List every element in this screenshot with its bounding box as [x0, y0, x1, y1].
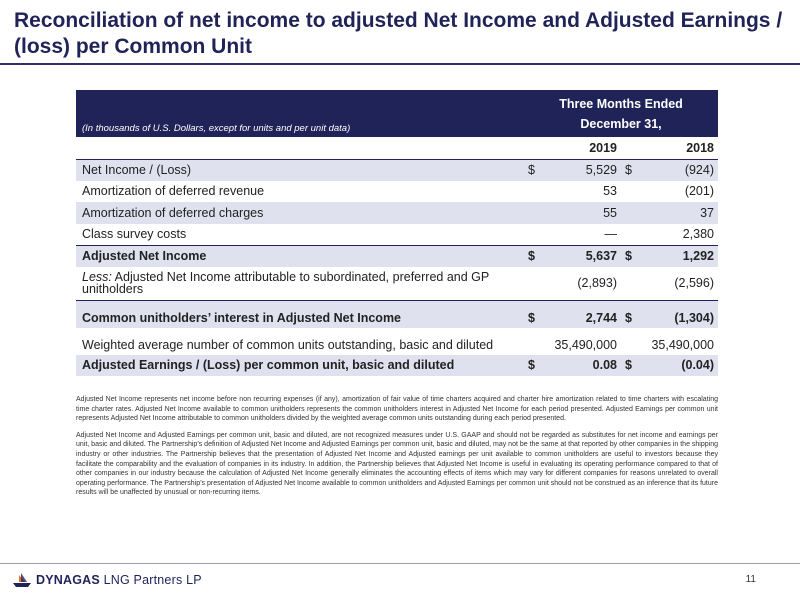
year-2018-header: 2018 [621, 137, 718, 159]
currency-symbol [621, 267, 641, 301]
company-logo [10, 571, 202, 589]
value-2018: (201) [684, 184, 714, 199]
table-row [76, 224, 718, 246]
period-line-2: December 31, [580, 117, 662, 131]
page-title: Reconciliation of net income to adjusted Net Income and Adjusted Earnings / (loss) per Common Unit [14, 9, 783, 58]
title-divider [0, 63, 800, 65]
row-label [76, 267, 524, 301]
currency-symbol: $ [621, 301, 641, 328]
row-label: Adjusted Net Income [76, 245, 524, 267]
logo-text-rest: LNG Partners LP [99, 573, 202, 587]
currency-symbol: $ [621, 159, 641, 181]
currency-symbol: $ [621, 355, 641, 377]
value-2019: 55 [544, 202, 621, 224]
row-label: Amortization of deferred revenue [82, 184, 265, 199]
value-2019: — [604, 227, 617, 241]
currency-symbol [524, 267, 544, 301]
currency-symbol: $ [524, 245, 544, 267]
currency-symbol: $ [524, 301, 544, 328]
currency-symbol [621, 202, 641, 224]
row-label: Common unitholders’ interest in Adjusted Net Income [76, 301, 524, 328]
currency-symbol: $ [621, 245, 641, 267]
table-row-total [76, 355, 718, 377]
logo-text-bold: DYNAGAS [36, 573, 100, 587]
value-2018: 1,292 [641, 245, 718, 267]
currency-symbol [524, 224, 544, 246]
currency-symbol [621, 224, 641, 246]
period-header [524, 90, 718, 137]
footnote-paragraph: Adjusted Net Income and Adjusted Earnings per common unit, basic and diluted, are not recognized measures under U.S. GAAP and should not be regarded as substitutes for net income and earnings per unit, basic and diluted. The Partnership’s definition of Adjusted Net Income and Adjusted Earnings per common unit, basic and diluted, may not be the same at that reported by other companies in the shipping industry or other industries. The Partnership believes that the presentation of Adjusted Net Income and Adjusted earnings per unit available to common unitholders are useful to investors because they facilitate the comparability and the evaluation of companies in its industry. In addition, the Partnership believes that Adjusted Net Income is useful in evaluating its operating performance compared to that of other companies in our industry because the calculation of Adjusted Net Income generally eliminates the accounting effects of items which may vary for different companies for reasons unrelated to overall operating performance. The Partnership’s presentation of Adjusted Net Income available to common unitholders and Adjusted Earnings per common unit should not be construed as an inference that its future results will be unaffected by unusual or non-recurring items. [76, 431, 718, 497]
period-line-1: Three Months Ended [559, 97, 683, 111]
currency-symbol: $ [524, 159, 544, 181]
currency-symbol: $ [524, 355, 544, 377]
currency-symbol [524, 181, 544, 203]
table-row [76, 159, 718, 181]
table-row [76, 267, 718, 301]
currency-symbol [524, 328, 544, 355]
table-row-subtotal [76, 301, 718, 328]
currency-symbol [524, 202, 544, 224]
year-2019-header: 2019 [524, 137, 621, 159]
value-2019: 35,490,000 [554, 337, 617, 352]
page-number: 11 [745, 574, 756, 585]
table-row [76, 181, 718, 203]
logo-text [36, 573, 202, 587]
footer-divider [0, 563, 800, 564]
row-label: Amortization of deferred charges [76, 202, 524, 224]
value-2018: 35,490,000 [651, 337, 714, 352]
row-label: Net Income / (Loss) [76, 159, 524, 181]
table-row [76, 202, 718, 224]
currency-symbol [621, 328, 641, 355]
value-2018: (924) [641, 159, 718, 181]
row-label: Class survey costs [82, 227, 187, 241]
ship-logo-icon [10, 571, 34, 589]
value-2019: 5,637 [544, 245, 621, 267]
table-header-row [76, 90, 718, 137]
value-2019: 53 [603, 184, 617, 199]
value-2019: 2,744 [544, 301, 621, 328]
value-2018: (0.04) [641, 355, 718, 377]
value-2019: (2,893) [577, 276, 617, 291]
value-2018: 37 [641, 202, 718, 224]
row-label-prefix: Less: [82, 270, 112, 285]
footnotes [76, 395, 718, 498]
value-2019: 5,529 [544, 159, 621, 181]
row-label: Adjusted Earnings / (Loss) per common unit, basic and diluted [76, 355, 524, 377]
row-label-text: Adjusted Net Income attributable to subordinated, preferred and GP unitholders [82, 270, 489, 297]
reconciliation-table [76, 90, 718, 376]
value-2018: (1,304) [641, 301, 718, 328]
row-label: Weighted average number of common units outstanding, basic and diluted [82, 337, 494, 352]
currency-symbol [621, 181, 641, 203]
units-note: (In thousands of U.S. Dollars, except for units and per unit data) [76, 90, 524, 137]
value-2018: (2,596) [674, 276, 714, 291]
footnote-paragraph: Adjusted Net Income represents net income before non recurring expenses (if any), amortization of fair value of time charters acquired and charter hire amortization related to time charters with escalating time charter rates. Adjusted Net Income available to common unitholders represents the common unitholders interest in Adjusted Net Income for each period presented. Adjusted Earnings per common unit represents Adjusted Net Income attributable to common unitholders divided by the weighted average common units outstanding during each period presented. [76, 396, 718, 423]
year-header-row [76, 137, 718, 159]
table-row [76, 328, 718, 355]
table-row-subtotal [76, 245, 718, 267]
value-2019: 0.08 [544, 355, 621, 377]
value-2018: 2,380 [682, 227, 714, 241]
